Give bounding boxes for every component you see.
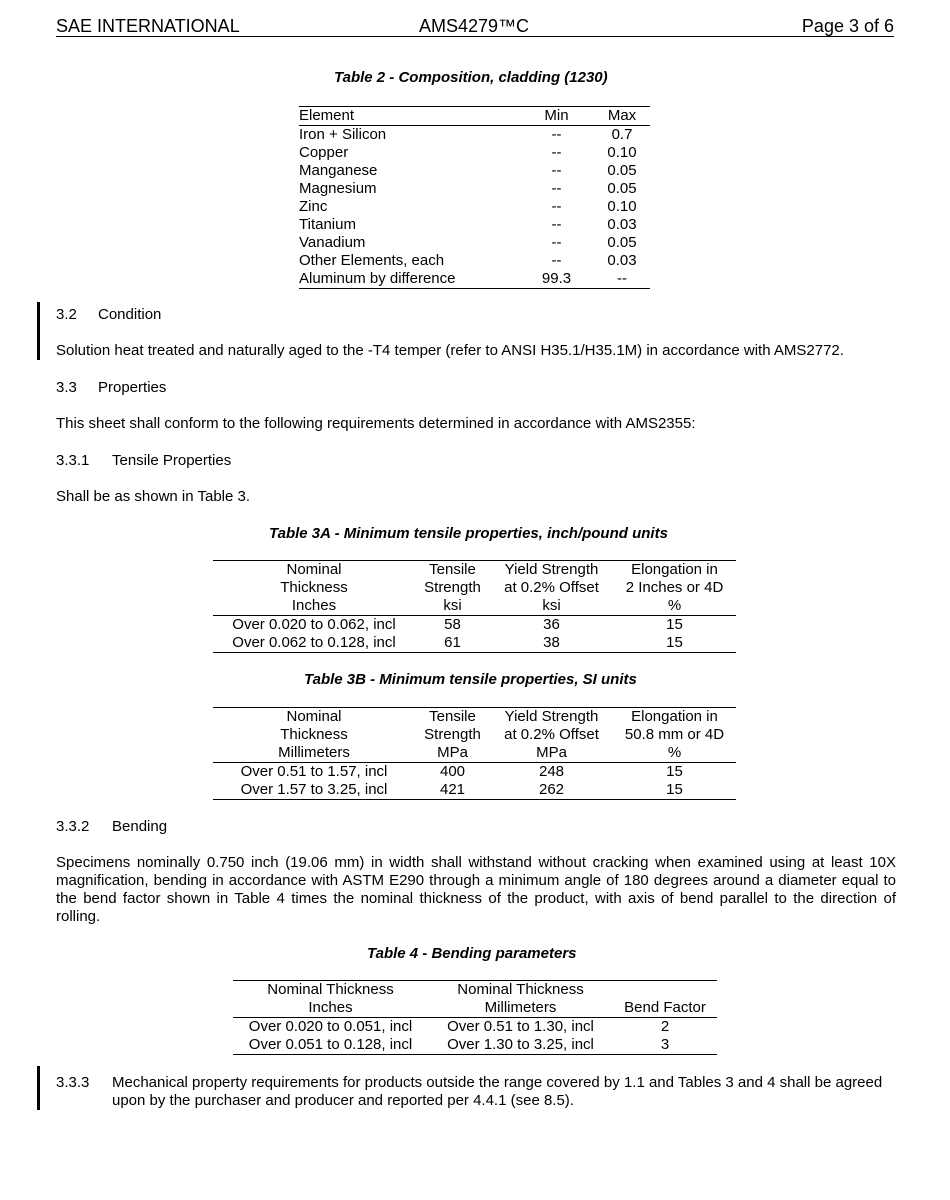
header-org: SAE INTERNATIONAL	[56, 16, 240, 36]
header-line: Nominal	[286, 561, 342, 578]
col-header-element: Element	[299, 107, 519, 126]
col-header-elongation	[613, 561, 736, 616]
header-line: Strength	[424, 579, 481, 596]
cell: Iron + Silicon	[299, 126, 387, 143]
table-row	[299, 234, 650, 252]
section-3-3-title: Properties	[98, 379, 167, 396]
cell: Zinc	[299, 198, 328, 215]
table4-bending	[233, 980, 717, 1055]
col-header-min: Min	[519, 107, 594, 126]
cell: Over 0.020 to 0.062, incl	[232, 616, 396, 633]
cell: --	[551, 126, 562, 143]
header-line: %	[667, 744, 682, 761]
header-page-number: Page 3 of 6	[801, 16, 894, 36]
table-row	[299, 180, 650, 198]
header-line: Thickness	[280, 726, 348, 743]
table-row	[213, 616, 736, 635]
col-header-bend-factor	[613, 981, 717, 1018]
cell: --	[551, 252, 562, 269]
header-line: Tensile	[429, 708, 476, 725]
cell: Titanium	[299, 216, 356, 233]
table-row	[233, 1036, 717, 1055]
table-row	[299, 216, 650, 234]
cell: Other Elements, each	[299, 252, 445, 269]
cell: 0.05	[607, 162, 637, 179]
header-line: Inches	[308, 999, 353, 1016]
section-3-3-number: 3.3	[56, 379, 77, 396]
table-header-row	[233, 981, 717, 1018]
cell: Over 0.020 to 0.051, incl	[248, 1018, 413, 1035]
cell: --	[551, 144, 562, 161]
header-line: Elongation in	[631, 561, 718, 578]
table2-composition	[299, 106, 650, 289]
col-header-tensile	[415, 708, 490, 763]
header-line: at 0.2% Offset	[504, 579, 599, 596]
cell: 262	[538, 781, 565, 798]
header-line: Elongation in	[631, 708, 718, 725]
table-row	[213, 781, 736, 800]
section-3-3-3-body: Mechanical property requirements for products outside the range covered by 1.1 and Tables 3 and 4 shall be agreed upon by the purchaser and producer and reported per 4.4.1 (see 8.5).	[112, 1074, 883, 1109]
col-header-thickness-inches	[233, 981, 428, 1018]
cell: 15	[666, 763, 683, 780]
cell: Over 0.062 to 0.128, incl	[232, 634, 396, 651]
header-line: Tensile	[429, 561, 476, 578]
col-header-yield	[490, 708, 613, 763]
header-line: ksi	[542, 597, 561, 614]
cell: 36	[543, 616, 560, 633]
header-line: MPa	[536, 744, 567, 761]
section-3-3-3-number: 3.3.3	[56, 1074, 90, 1091]
header-line: Thickness	[280, 579, 348, 596]
table-row	[299, 126, 650, 145]
table3b-tensile-si	[213, 707, 736, 800]
table-header-row	[213, 708, 736, 763]
table4-caption: Table 4 - Bending parameters	[367, 945, 577, 962]
cell: 2	[660, 1018, 670, 1035]
section-3-3-1-number: 3.3.1	[56, 452, 90, 469]
cell: 0.05	[607, 180, 637, 197]
header-line: ksi	[443, 597, 462, 614]
cell: Magnesium	[299, 180, 377, 197]
table-header-row	[299, 107, 650, 126]
header-line: Strength	[424, 726, 481, 743]
header-line: MPa	[437, 744, 468, 761]
header-line: Nominal Thickness	[457, 981, 584, 998]
table-row	[213, 634, 736, 653]
section-3-2-body: Solution heat treated and naturally aged to the -T4 temper (refer to ANSI H35.1/H35.1M) in accordance with AMS2772.	[56, 342, 844, 359]
col-header-thickness	[213, 561, 415, 616]
header-line: at 0.2% Offset	[504, 726, 599, 743]
cell: 3	[660, 1036, 670, 1053]
cell: 38	[543, 634, 560, 651]
page-header	[56, 14, 894, 37]
header-line: Inches	[291, 597, 337, 614]
section-3-2-number: 3.2	[56, 306, 77, 323]
header-line: 50.8 mm or 4D	[624, 726, 725, 743]
section-3-3-body: This sheet shall conform to the following requirements determined in accordance with AMS2355:	[56, 415, 696, 432]
table-row	[213, 763, 736, 782]
table-row	[299, 144, 650, 162]
section-3-2-title: Condition	[98, 306, 162, 323]
cell: --	[551, 162, 562, 179]
cell: 15	[666, 634, 683, 651]
cell: Over 0.051 to 0.128, incl	[248, 1036, 413, 1053]
cell: 400	[439, 763, 466, 780]
cell: 0.10	[607, 144, 637, 161]
header-line: Yield Strength	[504, 561, 599, 578]
col-header-yield	[490, 561, 613, 616]
table3a-caption: Table 3A - Minimum tensile properties, inch/pound units	[269, 525, 668, 542]
table-header-row	[213, 561, 736, 616]
header-line: 2 Inches or 4D	[625, 579, 724, 596]
cell: 0.03	[607, 216, 637, 233]
section-3-3-2-body: Specimens nominally 0.750 inch (19.06 mm) in width shall withstand without cracking when examined using at least 10X magnification, bending in accordance with ASTM E290 through a minimum angle of 180 degrees around a diameter equal to the bend factor shown in Table 4 times the nominal thickness of the product, with axis of bend parallel to the direction of rolling.	[56, 854, 896, 925]
cell: 421	[439, 781, 466, 798]
section-3-3-1-title: Tensile Properties	[112, 452, 232, 469]
table-row	[233, 1018, 717, 1037]
cell: 0.05	[607, 234, 637, 251]
cell: Over 1.57 to 3.25, incl	[240, 781, 388, 798]
cell: --	[617, 270, 627, 287]
header-line: Yield Strength	[504, 708, 599, 725]
cell: --	[551, 234, 562, 251]
table2-caption: Table 2 - Composition, cladding (1230)	[334, 69, 608, 86]
col-header-thickness	[213, 708, 415, 763]
cell: Over 0.51 to 1.30, incl	[447, 1018, 594, 1035]
header-line: Nominal Thickness	[267, 981, 394, 998]
cell: Aluminum by difference	[299, 270, 456, 287]
header-line: Bend Factor	[624, 999, 706, 1016]
cell: --	[551, 216, 562, 233]
cell: 15	[666, 781, 683, 798]
section-3-3-2-title: Bending	[112, 818, 168, 835]
cell: 0.10	[607, 198, 637, 215]
cell: 99.3	[541, 270, 572, 287]
col-header-max: Max	[594, 107, 650, 126]
table3a-tensile-imperial	[213, 560, 736, 653]
cell: Copper	[299, 144, 349, 161]
cell: 58	[444, 616, 461, 633]
table-row	[299, 162, 650, 180]
header-line: Nominal	[286, 708, 342, 725]
table-row	[299, 270, 650, 289]
cell: 15	[666, 616, 683, 633]
cell: Over 1.30 to 3.25, incl	[447, 1036, 594, 1053]
cell: 0.03	[607, 252, 637, 269]
header-line: Millimeters	[278, 744, 350, 761]
col-header-tensile	[415, 561, 490, 616]
header-line: %	[667, 597, 682, 614]
revision-bar	[37, 302, 40, 360]
cell: 0.7	[611, 126, 633, 143]
cell: --	[551, 198, 562, 215]
col-header-thickness-mm	[428, 981, 613, 1018]
cell: --	[551, 180, 562, 197]
cell: 61	[444, 634, 461, 651]
cell: Over 0.51 to 1.57, incl	[240, 763, 388, 780]
section-3-3-2-number: 3.3.2	[56, 818, 90, 835]
revision-bar	[37, 1066, 40, 1110]
section-3-3-1-body: Shall be as shown in Table 3.	[56, 488, 251, 505]
header-doc-number: AMS4279™C	[419, 16, 530, 36]
table-row	[299, 252, 650, 270]
cell: Manganese	[299, 162, 378, 179]
cell: Vanadium	[299, 234, 366, 251]
cell: 248	[538, 763, 565, 780]
table-row	[299, 198, 650, 216]
table3b-caption: Table 3B - Minimum tensile properties, SI units	[304, 671, 637, 688]
header-line: Millimeters	[484, 999, 557, 1016]
col-header-elongation	[613, 708, 736, 763]
